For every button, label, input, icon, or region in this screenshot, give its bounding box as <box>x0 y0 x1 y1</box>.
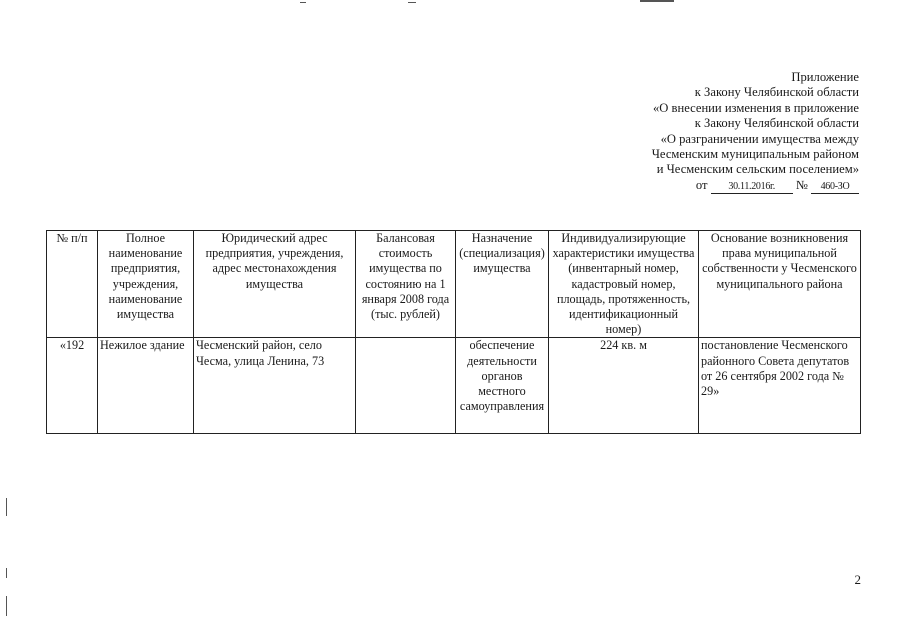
scan-artifact-top <box>300 2 306 3</box>
number-sign: № <box>795 177 808 192</box>
table-row <box>47 338 861 434</box>
cell-name: Нежилое здание <box>98 338 194 434</box>
header-line: к Закону Челябинской области <box>694 85 859 100</box>
column-header: Назначение (специализация) имущества <box>456 231 549 338</box>
header-line: и Чесменским сельским поселением» <box>656 162 859 177</box>
scan-artifact-left <box>6 596 7 616</box>
header-line: «О внесении изменения в приложение <box>652 100 859 115</box>
header-line: к Закону Челябинской области <box>694 116 859 131</box>
scan-artifact-left <box>6 568 7 578</box>
cell-characteristics: 224 кв. м <box>549 338 699 434</box>
scan-artifact-left <box>6 498 7 516</box>
cell-address: Чесменский район, село Чесма, улица Ленина, 73 <box>194 338 356 434</box>
header-line: Приложение <box>791 70 859 84</box>
law-date: 30.11.2016г. <box>711 181 793 194</box>
cell-purpose: обеспечение деятельности органов местного самоуправления <box>456 338 549 434</box>
column-header: № п/п <box>47 231 98 338</box>
date-number-line <box>559 178 859 194</box>
column-header: Основание возникновения права муниципальной собственности у Чесменского муниципального района <box>699 231 861 338</box>
table-header-row <box>47 231 861 338</box>
column-header: Индивидуализирующие характеристики имущества (инвентарный номер, кадастровый номер, площадь, протяженность, идентификационный номер) <box>549 231 699 338</box>
column-header: Полное наименование предприятия, учреждения, наименование имущества <box>98 231 194 338</box>
appendix-header <box>559 70 859 194</box>
date-prefix: от <box>695 177 708 192</box>
column-header: Балансовая стоимость имущества по состоянию на 1 января 2008 года (тыс. рублей) <box>356 231 456 338</box>
property-table <box>46 230 861 434</box>
header-line: Чесменским муниципальным районом <box>651 147 859 162</box>
page-number: 2 <box>854 572 861 587</box>
law-number: 460-ЗО <box>811 181 859 194</box>
cell-number: «192 <box>47 338 98 434</box>
cell-basis: постановление Чесменского районного Совета депутатов от 26 сентября 2002 года № 29» <box>699 338 861 434</box>
scan-artifact-top <box>640 0 674 2</box>
header-line: «О разграничении имущества между <box>660 131 859 146</box>
column-header: Юридический адрес предприятия, учреждения, адрес местонахождения имущества <box>194 231 356 338</box>
scan-artifact-top <box>408 2 416 3</box>
cell-balance <box>356 338 456 434</box>
